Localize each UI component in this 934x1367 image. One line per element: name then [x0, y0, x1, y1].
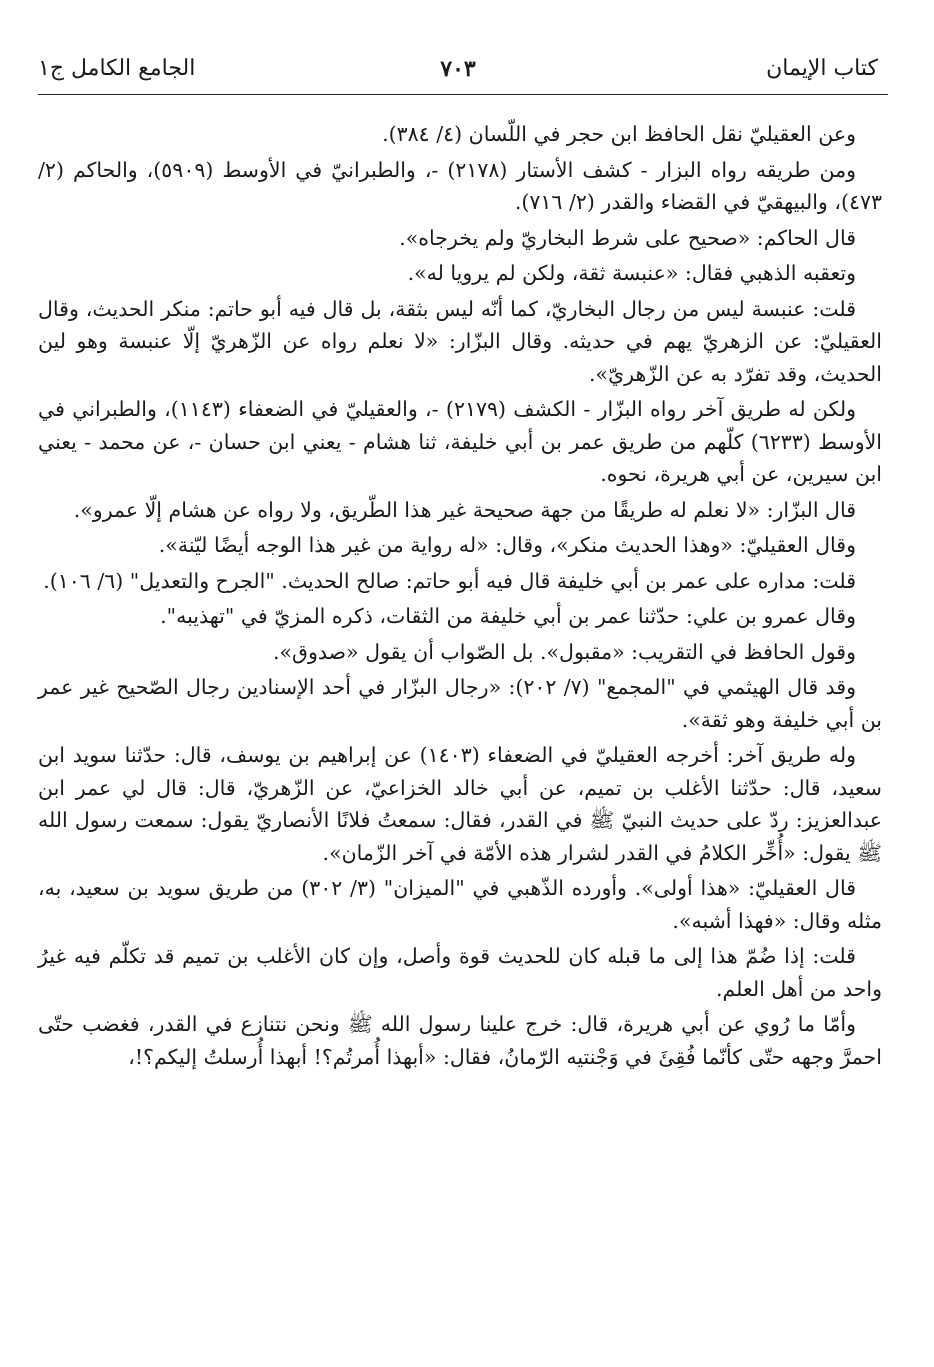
paragraph: وقد قال الهيثمي في "المجمع" (٧/ ٢٠٢): «رجال البزّار في أحد الإسنادين رجال الصّحيح غير عمر بن أبي خليفة وهو ثقة».: [38, 675, 882, 732]
paragraph: قال العقيليّ: «هذا أولى». وأورده الذّهبي في "الميزان" (٣/ ٣٠٢) من طريق سويد بن سعيد، به، مثله وقال: «فهذا أشبه».: [38, 876, 882, 933]
header-rule: [38, 94, 888, 95]
page-header: [38, 56, 878, 90]
paragraph: وأمّا ما رُوي عن أبي هريرة، قال: خرج علينا رسول الله ﷺ ونحن نتنازع في القدر، فغضب حتّى احمرَّ وجهه حتّى كأنّما فُقِئَ في وَجْنتيه الرّمانُ، فقال: «أبهذا أُمرتُم؟! أبهذا أُرسلتُ إليكم؟!،: [38, 1012, 882, 1069]
paragraph: وقال العقيليّ: «وهذا الحديث منكر»، وقال: «له رواية من غير هذا الوجه أيضًا ليّنة».: [158, 533, 856, 557]
paragraph: قلت: مداره على عمر بن أبي خليفة قال فيه أبو حاتم: صالح الحديث. "الجرح والتعديل" (٦/ ١٠٦).: [43, 568, 856, 593]
page-number: ٧٠٣: [440, 56, 476, 82]
paragraph: وقال عمرو بن علي: حدّثنا عمر بن أبي خليفة من الثقات، ذكره المزيّ في "تهذيبه".: [160, 604, 856, 628]
paragraph: قال الحاكم: «صحيح على شرط البخاريّ ولم يخرجاه».: [399, 225, 856, 250]
paragraph: قلت: عنبسة ليس من رجال البخاريّ، كما أنّه ليس بثقة، بل قال فيه أبو حاتم: منكر الحديث، وقال العقيليّ: عن الزهريّ يهم في حديثه. وقال البزّار: «لا نعلم رواه عن الزّهريّ إلّا عنبسة وهو لين الحديث، وقد تفرّد به عن الزّهريّ».: [38, 296, 882, 386]
paragraph: وقول الحافظ في التقريب: «مقبول». بل الصّواب أن يقول «صدوق».: [273, 639, 856, 664]
paragraph: وتعقبه الذهبي فقال: «عنبسة ثقة، ولكن لم يرويا له».: [407, 261, 856, 285]
running-head-section: كتاب الإيمان: [766, 56, 878, 81]
running-head-title: الجامع الكامل ج١: [38, 56, 196, 81]
body-text: [38, 118, 882, 1076]
paragraph: قلت: إذا ضُمّ هذا إلى ما قبله كان للحديث قوة وأصل، وإن كان الأغلب بن تميم قد تكلّم فيه غيرُ واحد من أهل العلم.: [38, 944, 882, 1001]
paragraph: وله طريق آخر: أخرجه العقيليّ في الضعفاء (١٤٠٣) عن إبراهيم بن يوسف، قال: حدّثنا سويد ابن سعيد، قال: حدّثنا الأغلب بن تميم، عن أبي خالد الخزاعيّ، عن الزّهريّ، قال: قال لي عمر ابن عبدالعزيز: ردّ على حديث النبيّ ﷺ في القدر، فقال: سمعتُ فلانًا الأنصاريّ يقول: سمعت رسول الله ﷺ يقول: «أُخِّر الكلامُ في القدر لشرار هذه الأمّة في آخر الزّمان».: [38, 743, 882, 865]
paragraph: ومن طريقه رواه البزار - كشف الأستار (٢١٧٨) -، والطبرانيّ في الأوسط (٥٩٠٩)، والحاكم (٢/ ٤٧٣)، والبيهقيّ في القضاء والقدر (٢/ ٧١٦).: [38, 157, 882, 214]
paragraph: وعن العقيليّ نقل الحافظ ابن حجر في اللّسان (٤/ ٣٨٤).: [382, 122, 856, 146]
paragraph: ولكن له طريق آخر رواه البزّار - الكشف (٢١٧٩) -، والعقيليّ في الضعفاء (١١٤٣)، والطبراني في الأوسط (٦٢٣٣) كلّهم من طريق عمر بن أبي خليفة، ثنا هشام - يعني ابن حسان -، عن محمد - يعني ابن سيرين، عن أبي هريرة، نحوه.: [38, 397, 883, 486]
paragraph: قال البزّار: «لا نعلم له طريقًا من جهة صحيحة غير هذا الطّريق، ولا رواه عن هشام إلّا عمرو».: [73, 497, 856, 522]
